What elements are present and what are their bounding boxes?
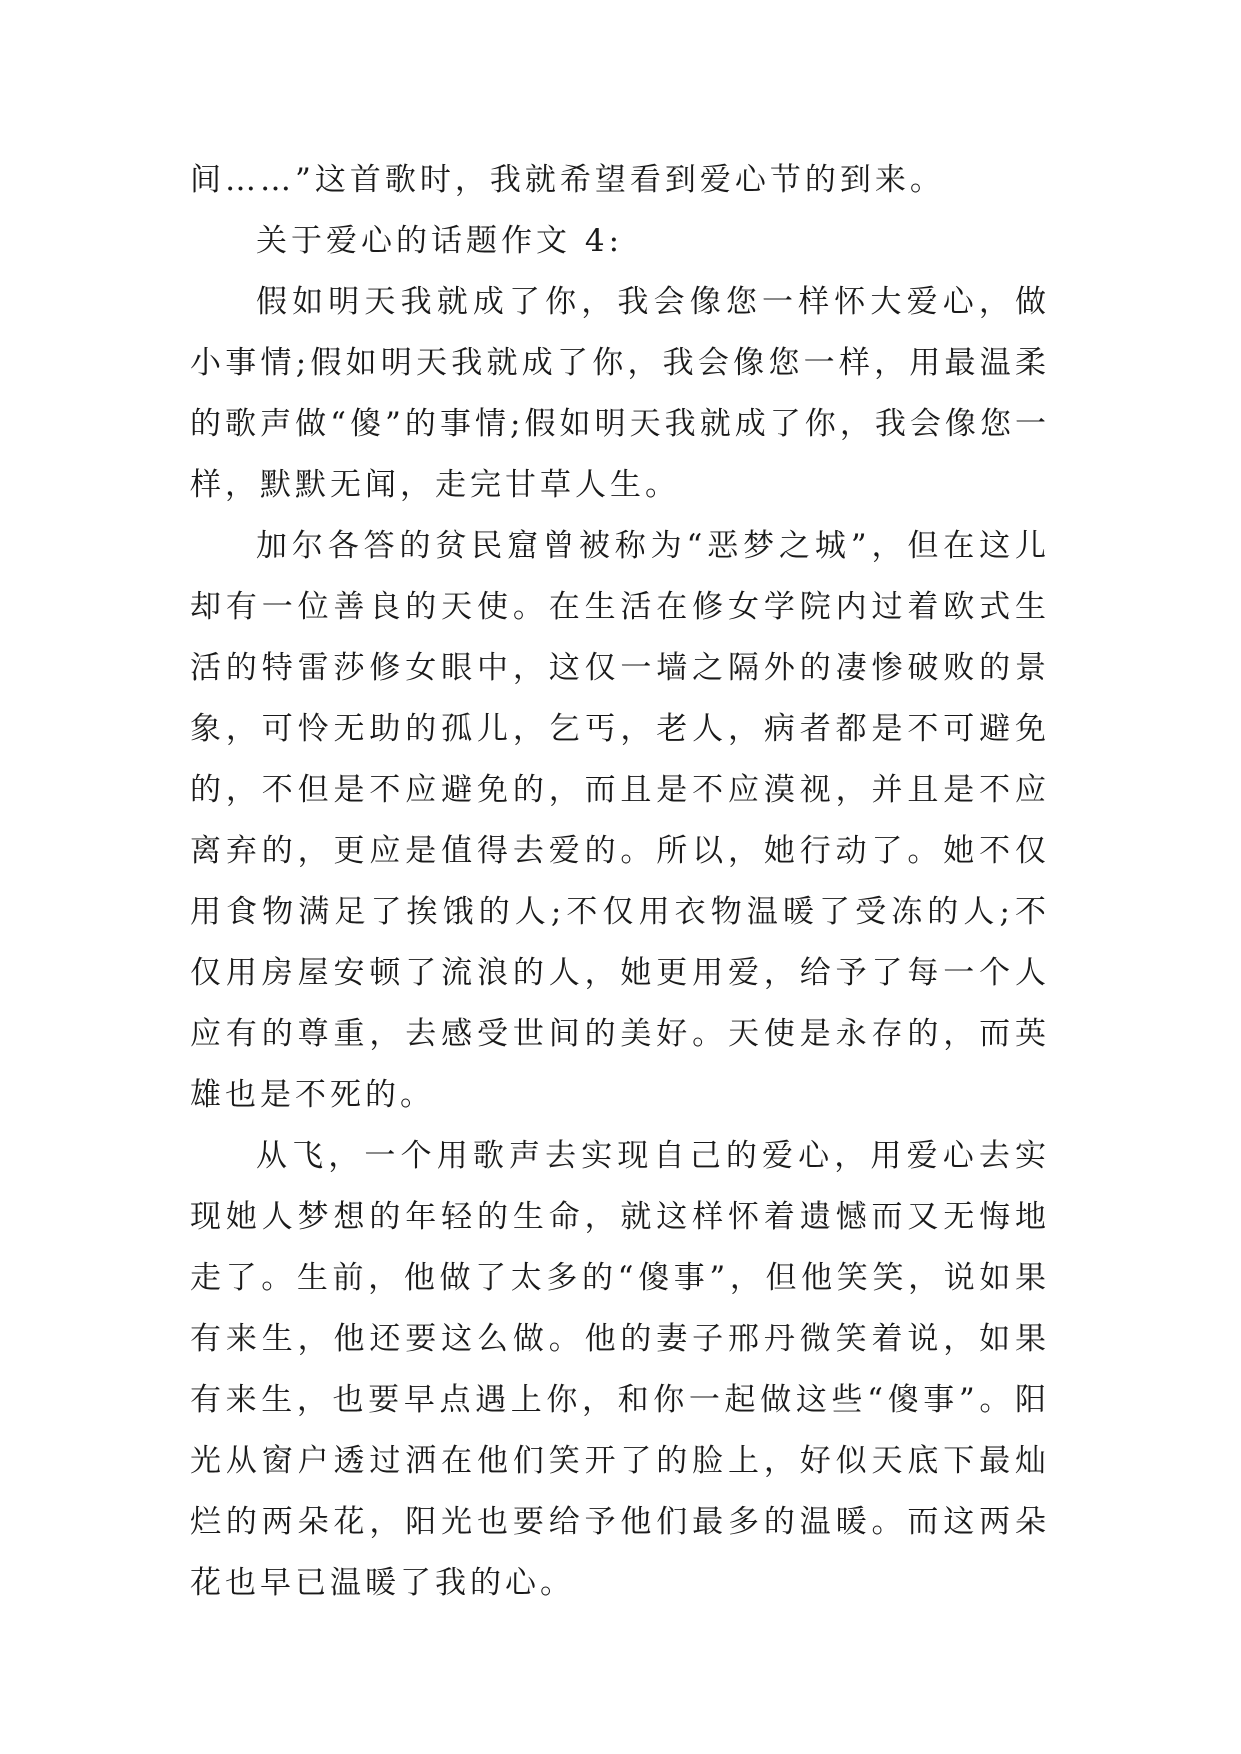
document-body [190,150,1050,1614]
essay-heading: 关于爱心的话题作文 4: [256,223,624,259]
continuation-paragraph: 间……”这首歌时，我就希望看到爱心节的到来。 [190,162,945,198]
body-paragraph: 假如明天我就成了你，我会像您一样怀大爱心，做小事情;假如明天我就成了你，我会像您一样，用最温柔的歌声做“傻”的事情;假如明天我就成了你，我会像您一样，默默无闻，走完甘草人生。 [190,284,1050,503]
body-paragraph: 从飞，一个用歌声去实现自己的爱心，用爱心去实现她人梦想的年轻的生命，就这样怀着遗憾而又无悔地走了。生前，他做了太多的“傻事”，但他笑笑，说如果有来生，他还要这么做。他的妻子邢丹微笑着说，如果有来生，也要早点遇上你，和你一起做这些“傻事”。阳光从窗户透过洒在他们笑开了的脸上，好似天底下最灿烂的两朵花，阳光也要给予他们最多的温暖。而这两朵花也早已温暖了我的心。 [190,1138,1050,1601]
body-paragraph: 加尔各答的贫民窟曾被称为“恶梦之城”，但在这儿却有一位善良的天使。在生活在修女学院内过着欧式生活的特雷莎修女眼中，这仅一墙之隔外的凄惨破败的景象，可怜无助的孤儿，乞丐，老人，病者都是不可避免的，不但是不应避免的，而且是不应漠视，并且是不应离弃的，更应是值得去爱的。所以，她行动了。她不仅用食物满足了挨饿的人;不仅用衣物温暖了受冻的人;不仅用房屋安顿了流浪的人，她更用爱，给予了每一个人应有的尊重，去感受世间的美好。天使是永存的，而英雄也是不死的。 [190,528,1050,1113]
